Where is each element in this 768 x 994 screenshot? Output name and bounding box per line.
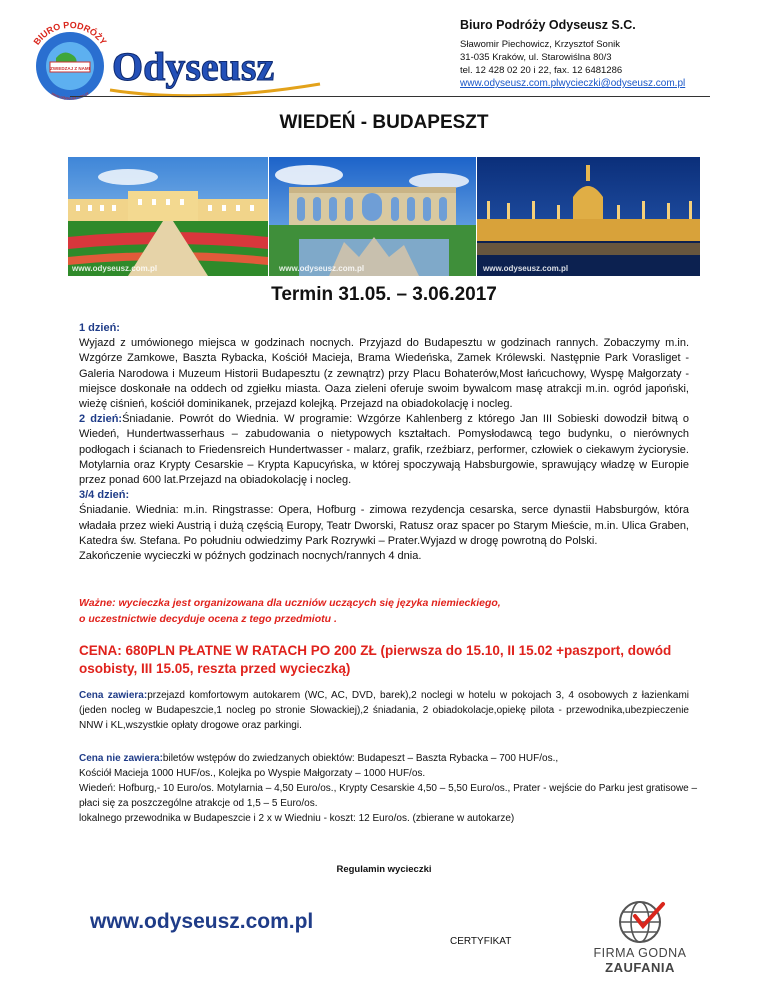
includes-text: przejazd komfortowym autokarem (WC, AC, DVD, barek),2 noclegi w hotelu w pokojach 3, 4 osobowych z łazienkami (jeden nocleg w Budapeszcie,1 nocleg po stronie Słowackiej),2 śniadania, 2 obiadokolacje,opiekę pilota - przewodnika,ubezpieczenie NNW i KL,wszystkie opłaty drogowe oraz parkingi. xyxy=(79,690,689,731)
excludes-line-2: Kościół Macieja 1000 HUF/os., Kolejka po Wyspie Małgorzaty – 1000 HUF/os. xyxy=(79,768,426,779)
rules-link[interactable]: Regulamin wycieczki xyxy=(336,864,432,875)
day1-text: Wyjazd z umówionego miejsca w godzinach nocnych. Przyjazd do Budapesztu w godzinach rannych. Zobaczymy m.in. Wzgórze Zamkowe, Baszta Rybacka, Kościół Macieja, Brama Wiedeńska, Zamek Królewski. Następnie Park Vorasliget - Galeria Narodowa i Muzeum Historii Budapesztu (z zewnątrz) przy Placu Bohaterów,Most łańcuchowy, Wyspę Małgorzaty - miejsce doskonałe na oddech od zgiełku miasta. Oaza zieleni oferuje swoim bywalcom masę atrakcji m.in. ogród japoński, wieżę ciśnień, kościół dominikanek, przejazd kolejką. Przejazd na obiadokolację i nocleg. xyxy=(79,337,689,411)
photo-parliament xyxy=(477,157,700,276)
price-info: CENA: 680PLN PŁATNE W RATACH PO 200 ZŁ (pierwsza do 15.10, II 15.02 +paszport, dowód osobisty, III 15.05, reszta przed wycieczką) xyxy=(79,643,672,676)
certificate-label: CERTYFIKAT xyxy=(450,936,512,947)
logo-badge-mid: ZWIEDZAJ Z NAMI xyxy=(50,66,90,71)
day1-label: 1 dzień: xyxy=(79,322,120,334)
header-divider xyxy=(70,96,710,97)
badge-line-1: FIRMA GODNA xyxy=(593,946,687,960)
gloriette-image xyxy=(269,157,476,276)
agency-name: Biuro Podróży Odyseusz S.C. xyxy=(460,18,636,32)
agency-owners: Sławomir Piechowicz, Krzysztof Sonik xyxy=(460,39,620,50)
logo-wordmark: Odyseusz xyxy=(112,44,275,89)
price-excludes xyxy=(79,751,699,826)
includes-label: Cena zawiera: xyxy=(79,690,148,701)
excludes-line-4: lokalnego przewodnika w Budapeszcie i 2 x w Wiedniu - koszt: 12 Euro/os. (zbierane w autokarze) xyxy=(79,813,515,824)
photo-watermark: www.odyseusz.com.pl xyxy=(72,264,158,273)
trip-end-text: Zakończenie wycieczki w późnych godzinach nocnych/rannych 4 dnia. xyxy=(79,550,422,563)
agency-info xyxy=(460,18,760,91)
agency-address: 31-035 Kraków, ul. Starowiślna 80/3 xyxy=(460,52,612,63)
website-link[interactable]: www.odyseusz.com.pl xyxy=(90,910,314,933)
logo-badge-url: www.odyseusz.com.pl xyxy=(50,90,90,101)
itinerary xyxy=(79,321,689,564)
day2-label: 2 dzień: xyxy=(79,413,123,426)
page-title: WIEDEŃ - BUDAPESZT xyxy=(279,112,489,133)
logo-badge-top: BIURO PODRÓŻY xyxy=(31,19,109,47)
trip-dates: Termin 31.05. – 3.06.2017 xyxy=(271,284,497,305)
photo-gloriette xyxy=(269,157,476,276)
photo-schonbrunn xyxy=(68,157,268,276)
day34-label: 3/4 dzień: xyxy=(79,489,130,502)
agency-phone: tel. 12 428 02 20 i 22, fax. 12 6481286 xyxy=(460,65,623,76)
parliament-image xyxy=(477,157,700,276)
excludes-label: Cena nie zawiera: xyxy=(79,753,163,764)
schonbrunn-image xyxy=(68,157,268,276)
agency-links[interactable]: www.odyseusz.com.plwycieczki@odyseusz.com.pl xyxy=(460,78,686,89)
logo-graphic xyxy=(20,18,340,108)
photo-watermark-3: www.odyseusz.com.pl xyxy=(483,264,569,273)
excludes-line-3: Wiedeń: Hofburg,- 10 Euro/os. Motylarnia – 4,50 Euro/os., Krypty Cesarskie 4,50 – 5,50 Euro/os., Prater - wejście do Parku jest gratisowe – płaci się za poszczególne atrakcje od 1,5 – 5 Euro/os. xyxy=(79,783,698,809)
trusted-company-badge xyxy=(585,898,695,975)
price-includes xyxy=(79,689,689,733)
badge-line-2: ZAUFANIA xyxy=(605,960,675,975)
important-note xyxy=(79,595,699,627)
excludes-line-1: biletów wstępów do zwiedzanych obiektów: Budapeszt – Baszta Rybacka – 700 HUF/os., xyxy=(162,753,559,764)
company-logo xyxy=(20,18,340,108)
important-line-1: Ważne: wycieczka jest organizowana dla uczniów uczących się języka niemieckiego, xyxy=(79,597,501,609)
day2-text: Śniadanie. Powrót do Wiednia. W programie: Wzgórze Kahlenberg z którego Jan III Sobieski dowodził bitwą o Wiedeń, Hundertwasserhaus – zabudowania o nietypowych kształtach. Pomysłodawcą tego budynku, o nierównych podłogach i ścianach to Friedensreich Hundertwasser - malarz, grafik, rzeźbiarz, performer, człowiek o ciekawym życiorysie. Motylarnia oraz Krypty Cesarskie – Krypta Kapucyńska, w której spoczywają Habsburgowie, sprawujący władzę w Europie przez ponad 600 lat.Przejazd na obiadokolację i nocleg. xyxy=(79,413,689,487)
globe-check-icon xyxy=(585,898,695,946)
photo-watermark-2: www.odyseusz.com.pl xyxy=(279,264,365,273)
day34-text: Śniadanie. Wiednia: m.in. Ringstrasse: Opera, Hofburg - zimowa rezydencja cesarska, serce dynastii Habsburgów, która władała przez wieki Austrią i dużą częścią Europy, Teatr Dworski, Ratusz oraz spacer po Starym Mieście, m.in. Ulica Graben, Katedra św. Stefana. Po południu odwiedzimy Park Rozrywki – Prater.Wyjazd w drogę powrotną do Polski. xyxy=(79,504,689,547)
important-line-2: o uczestnictwie decyduje ocena z tego przedmiotu . xyxy=(79,613,337,625)
